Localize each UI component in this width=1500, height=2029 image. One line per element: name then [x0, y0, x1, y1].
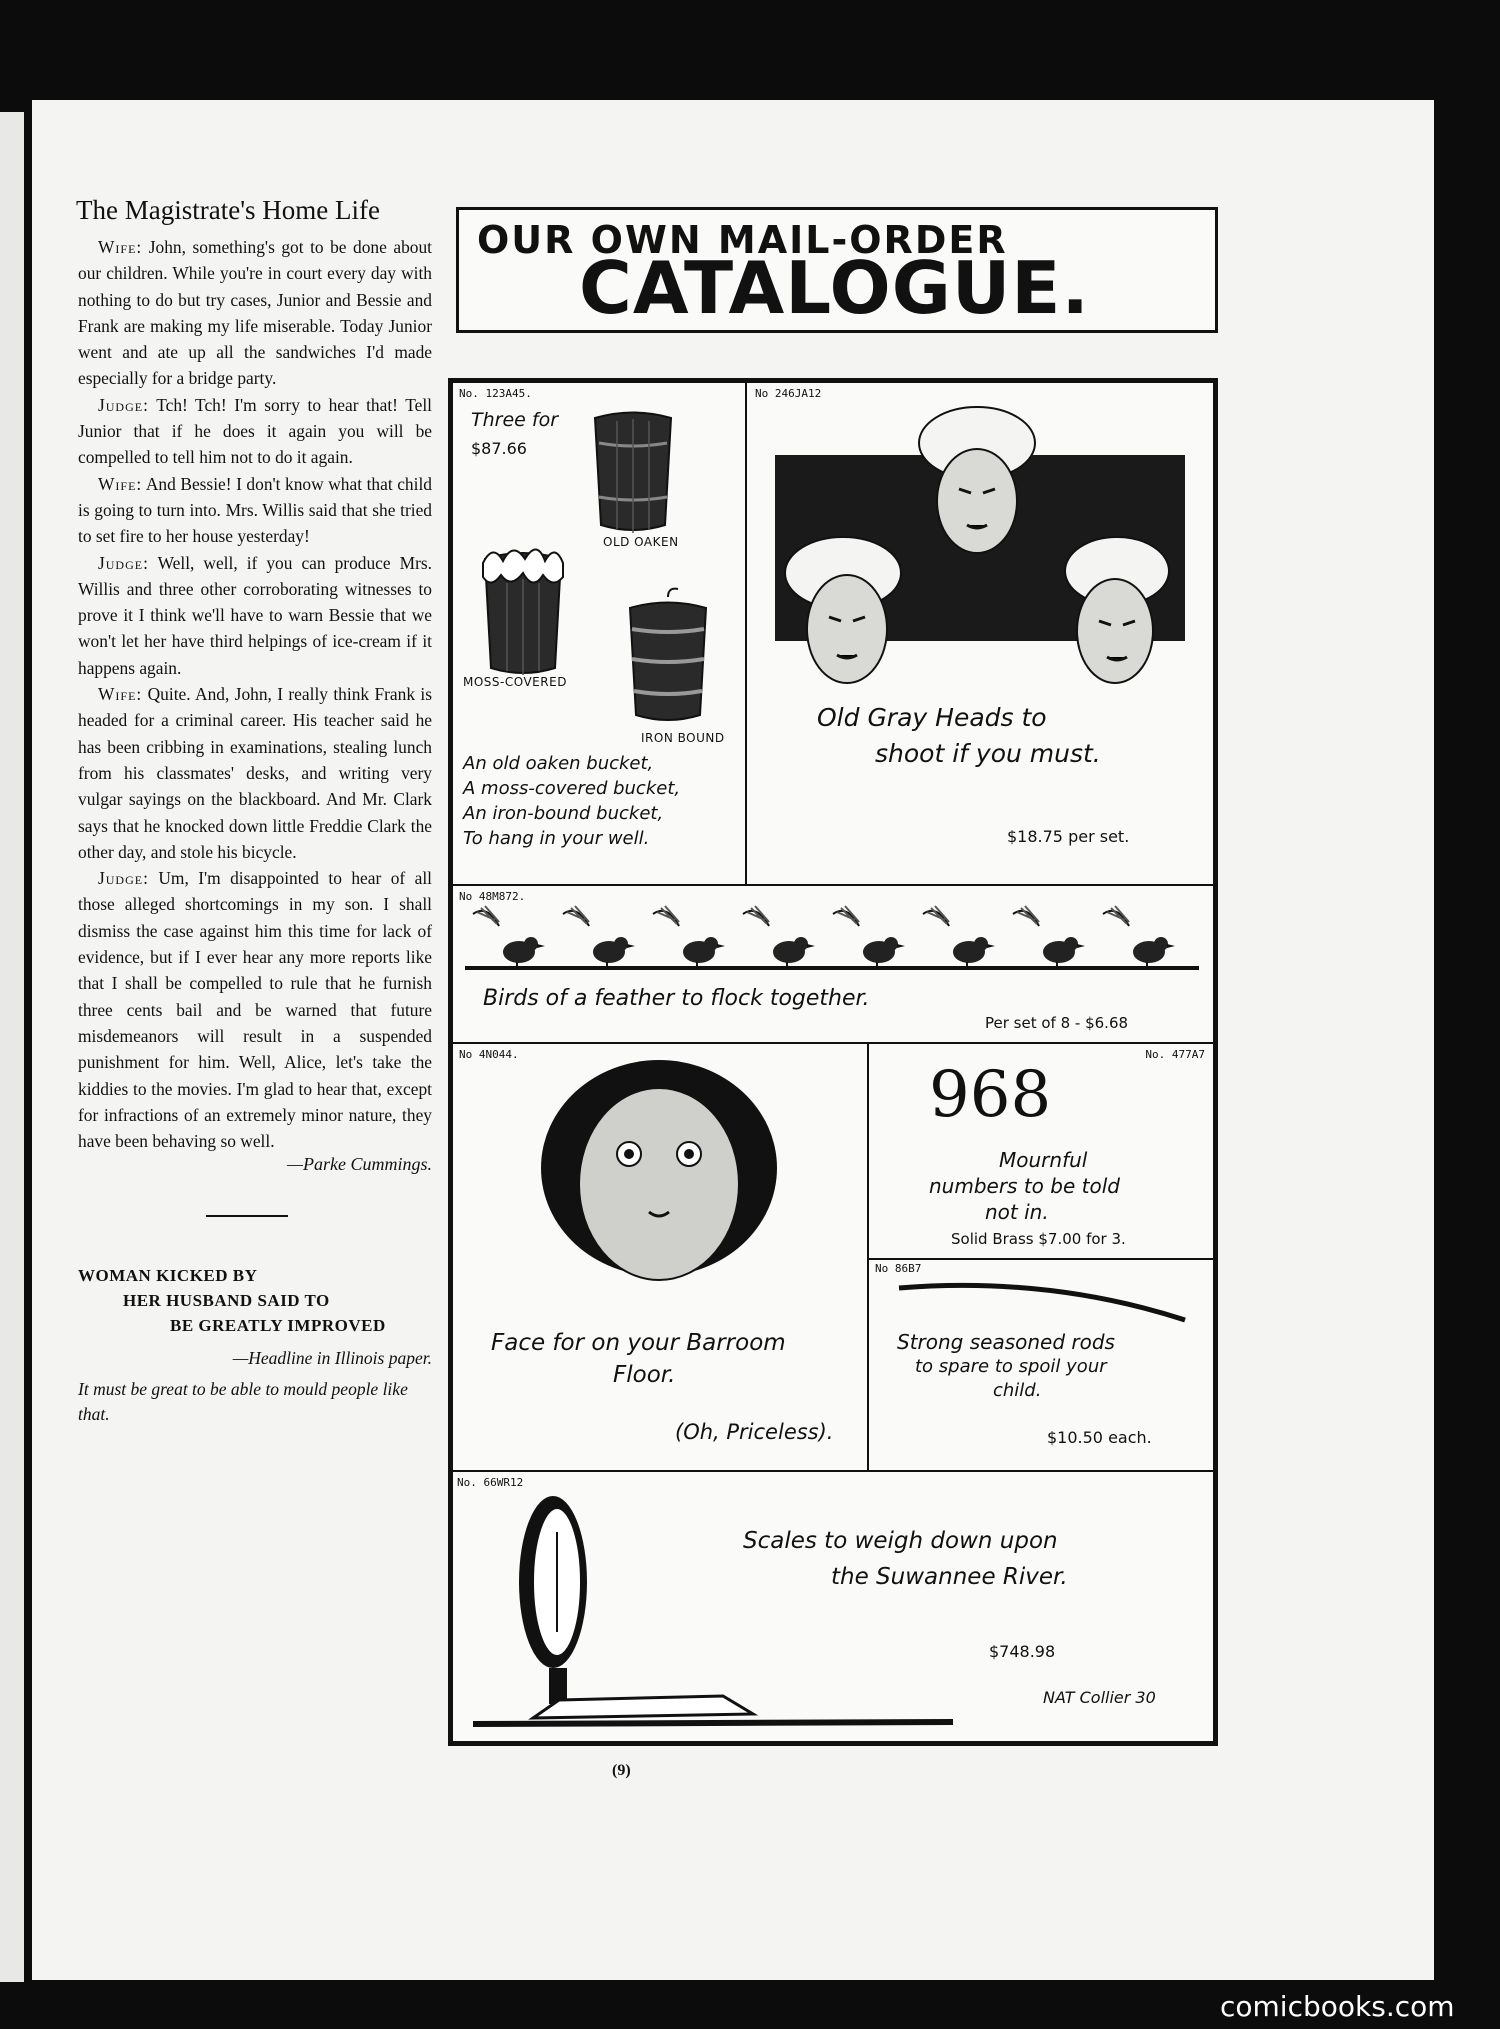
speaker-label: Judge: — [98, 394, 149, 415]
numbers-price: Solid Brass $7.00 for 3. — [951, 1230, 1126, 1248]
dialogue-paragraph — [78, 550, 432, 681]
dialogue-text: And Bessie! I don't know what that child is going to turn into. Mrs. Willis said that she tried to set fire to her house yesterday! — [78, 473, 432, 547]
bird-icon — [473, 906, 545, 968]
item-number: No 86B7 — [875, 1262, 922, 1275]
bucket-offer: Three for — [471, 409, 559, 431]
item-number: No. 123A45. — [459, 387, 532, 400]
dialogue-paragraph — [78, 234, 432, 392]
gray-heads-item — [745, 381, 1215, 886]
dialogue-paragraph — [78, 392, 432, 471]
rods-price: $10.50 each. — [1047, 1428, 1152, 1447]
speaker-label: Wife: — [98, 684, 143, 705]
headline-line-1: WOMAN KICKED BY — [78, 1266, 258, 1286]
birds-item — [451, 884, 1215, 1044]
face-item — [451, 1042, 869, 1472]
iron-label: IRON BOUND — [641, 731, 725, 745]
speaker-label: Wife: — [98, 473, 143, 494]
left-column — [78, 195, 432, 1427]
verse-line: A moss-covered bucket, — [463, 778, 681, 799]
speaker-label: Judge: — [98, 868, 149, 889]
bird-icon — [563, 906, 635, 968]
bird-icon — [1103, 906, 1175, 968]
scales-caption-1: Scales to weigh down upon — [743, 1528, 1058, 1554]
headline-line-3: BE GREATLY IMPROVED — [170, 1316, 386, 1336]
headline-credit: —Headline in Illinois paper. — [232, 1348, 432, 1369]
bucket-verse — [463, 751, 680, 851]
moss-bucket-icon — [483, 549, 563, 675]
numbers-caption-3: not in. — [985, 1200, 1049, 1224]
moss-label: MOSS-COVERED — [463, 675, 567, 689]
catalogue-title-box — [456, 207, 1218, 333]
rods-caption-1: Strong seasoned rods — [897, 1330, 1115, 1354]
dialogue-text: Tch! Tch! I'm sorry to hear that! Tell Junior that if he does it again you will be compelled to tell him not to do it again. — [78, 394, 432, 468]
iron-bucket-icon — [630, 589, 706, 720]
site-watermark: comicbooks.com — [1220, 1990, 1455, 2023]
artist-signature: NAT Collier 30 — [1043, 1688, 1156, 1707]
verse-line: To hang in your well. — [463, 828, 650, 849]
dialogue-paragraph — [78, 471, 432, 550]
dialogue-text: Well, well, if you can produce Mrs. Willis and three other corroborating witnesses to prove it I think we'll have to warn Bessie that we won't let her have third helpings of ice-cream if it happens again. — [78, 552, 432, 678]
verse-line: An old oaken bucket, — [463, 753, 654, 774]
face-caption-2: Floor. — [613, 1362, 676, 1388]
gray-heads-illustration — [747, 383, 1215, 703]
face-note: (Oh, Priceless). — [675, 1420, 834, 1444]
catalogue-grid — [448, 378, 1218, 1746]
birds-caption: Birds of a feather to flock together. — [483, 986, 870, 1011]
oaken-label: OLD OAKEN — [603, 535, 679, 549]
heads-price: $18.75 per set. — [1007, 827, 1130, 846]
dialogue-text: Um, I'm disappointed to hear of all those alleged shortcomings in my son. I shall dismiss the case against him this time for lack of evidence, but if I ever hear any more reports like that I shall be compelled to rule that he furnish three cents bail and be warned that future misdemeanors will result in a suspended punishment for him. Well, Alice, let's take the kiddies to the movies. I'm glad to hear that, except for infractions of an extremely minor nature, they have been behaving so well. — [78, 868, 432, 1152]
rods-caption-3: child. — [993, 1380, 1042, 1401]
dialogue-text: Quite. And, John, I really think Frank is headed for a criminal career. His teacher said he has been cribbing in examinations, stealing lunch from his classmates' desks, and writing very vulgar sayings on the blackboard. And Mr. Clark says that he knocked down little Freddie Clark the other day, and stole his bicycle. — [78, 684, 432, 862]
heads-caption-2: shoot if you must. — [875, 739, 1101, 768]
scales-caption-2: the Suwannee River. — [831, 1564, 1068, 1590]
scales-item — [451, 1470, 1215, 1743]
article-body — [78, 234, 432, 1154]
rods-caption-2: to spare to spoil your — [915, 1356, 1107, 1377]
verse-line: An iron-bound bucket, — [463, 803, 664, 824]
item-number: No 246JA12 — [755, 387, 822, 400]
page-number: (9) — [612, 1762, 631, 1779]
bird-row — [473, 906, 1175, 968]
birds-illustration — [453, 886, 1215, 986]
face-caption-1: Face for on your Barroom — [491, 1330, 786, 1356]
speaker-label: Judge: — [98, 552, 149, 573]
dialogue-paragraph — [78, 865, 432, 1154]
scales-price: $748.98 — [989, 1642, 1056, 1661]
catalogue-title-main: CATALOGUE. — [579, 246, 1090, 330]
oaken-bucket-icon — [595, 413, 671, 534]
item-number: No 4N044. — [459, 1048, 519, 1061]
heads-caption-1: Old Gray Heads to — [817, 703, 1047, 732]
article-title: The Magistrate's Home Life — [76, 195, 381, 225]
dialogue-text: John, something's got to be done about our children. While you're in court every day with nothing to do but try cases, Junior and Bessie and Frank are making my life miserable. Today Junior went and ate up all the sandwiches I'd made especially for a bridge party. — [78, 237, 432, 389]
rod-icon — [869, 1260, 1215, 1330]
headline-line-2: HER HUSBAND SAID TO — [123, 1291, 330, 1311]
bird-icon — [923, 906, 995, 968]
article-byline: —Parke Cummings. — [287, 1154, 432, 1175]
birds-price: Per set of 8 - $6.68 — [985, 1014, 1129, 1032]
numbers-caption-2: numbers to be told — [929, 1174, 1120, 1198]
face-illustration — [453, 1044, 869, 1304]
speaker-label: Wife: — [98, 237, 143, 257]
bucket-item — [451, 381, 747, 886]
item-number: No 48M872. — [459, 890, 526, 903]
dialogue-paragraph — [78, 681, 432, 865]
bird-icon — [743, 906, 815, 968]
rods-item — [867, 1258, 1215, 1472]
headline-quip: It must be great to be able to mould people like that. — [78, 1379, 408, 1425]
bird-icon — [653, 906, 725, 968]
section-divider — [206, 1215, 288, 1217]
item-number: No. 477A7 — [1145, 1048, 1205, 1061]
filler-headline — [78, 1263, 432, 1338]
bird-icon — [833, 906, 905, 968]
bucket-price: $87.66 — [471, 439, 527, 458]
catalogue-title-top: OUR OWN MAIL-ORDER — [477, 218, 1008, 262]
item-number: No. 66WR12 — [457, 1476, 524, 1489]
numbers-item — [867, 1042, 1215, 1260]
previous-page-edge — [0, 112, 24, 1982]
bird-icon — [1013, 906, 1085, 968]
numbers-caption-1: Mournful — [999, 1148, 1088, 1172]
big-numbers: 968 — [929, 1058, 1052, 1132]
